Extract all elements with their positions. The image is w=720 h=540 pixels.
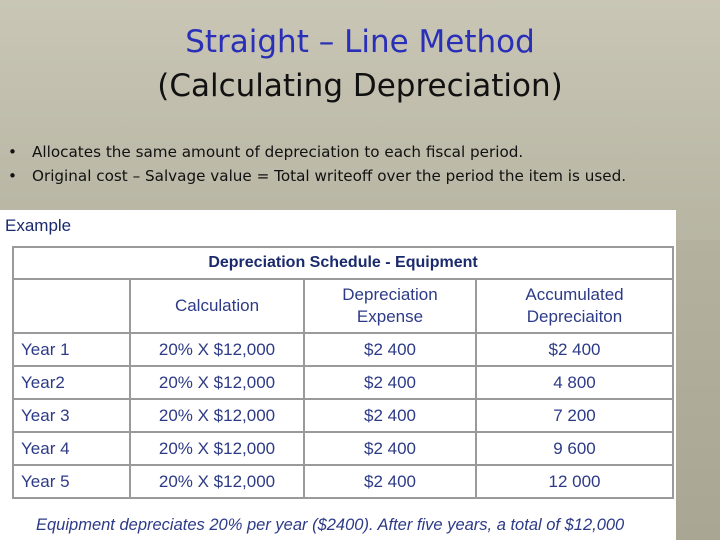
year-cell: Year 1 [13,333,130,366]
expense-cell: $2 400 [304,432,476,465]
bullet-list [6,140,718,188]
year-cell: Year 4 [13,432,130,465]
expense-cell: $2 400 [304,366,476,399]
calculation-cell: 20% X $12,000 [130,432,304,465]
example-footnote: Equipment depreciates 20% per year ($2400). After five years, a total of $12,000 [36,516,625,534]
table-row [13,366,673,399]
accumulated-cell: 4 800 [476,366,673,399]
background-strip [676,240,720,540]
year-cell: Year 5 [13,465,130,498]
accumulated-cell: 12 000 [476,465,673,498]
table-caption: Depreciation Schedule - Equipment [13,247,673,279]
table-row [13,465,673,498]
column-header [13,279,130,333]
bullet-item [6,140,718,164]
column-header: Calculation [130,279,304,333]
year-cell: Year 3 [13,399,130,432]
example-label: Example [5,216,72,235]
calculation-cell: 20% X $12,000 [130,333,304,366]
example-panel [0,210,676,540]
bullet-marker: • [8,143,17,161]
column-header: Accumulated Depreciaiton [476,279,673,333]
title-line-1: Straight – Line Method [185,24,535,60]
accumulated-cell: 7 200 [476,399,673,432]
calculation-cell: 20% X $12,000 [130,399,304,432]
table-row [13,432,673,465]
accumulated-cell: $2 400 [476,333,673,366]
calculation-cell: 20% X $12,000 [130,465,304,498]
bullet-text: Original cost – Salvage value = Total writeoff over the period the item is used. [32,167,627,185]
bullet-item [6,164,718,188]
slide-title [0,20,720,108]
expense-cell: $2 400 [304,465,476,498]
depreciation-schedule-table [12,246,674,499]
expense-cell: $2 400 [304,333,476,366]
title-line-2: (Calculating Depreciation) [157,68,563,104]
year-cell: Year2 [13,366,130,399]
bullet-marker: • [8,167,17,185]
accumulated-cell: 9 600 [476,432,673,465]
bullet-text: Allocates the same amount of depreciation to each fiscal period. [32,143,524,161]
table-row [13,399,673,432]
calculation-cell: 20% X $12,000 [130,366,304,399]
table-row [13,333,673,366]
expense-cell: $2 400 [304,399,476,432]
column-header: Depreciation Expense [304,279,476,333]
